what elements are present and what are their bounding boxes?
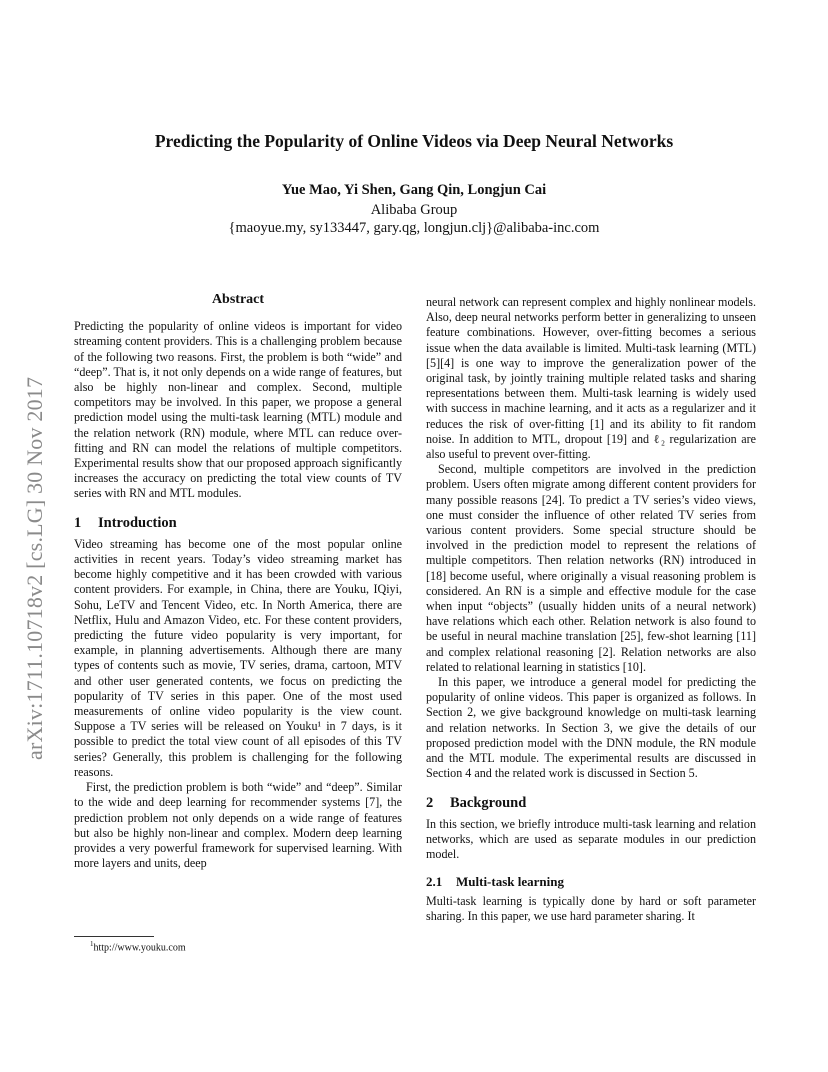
author-emails: {maoyue.my, sy133447, gary.qg, longjun.clj}@alibaba-inc.com [228, 220, 600, 236]
abstract-text: Predicting the popularity of online videos is important for video streaming content providers. This is a challenging problem because of the following two reasons. First, the problem is both “wide” and “deep”. That is, it not only depends on a wide range of features, but also be highly non-linear and complex. Second, multiple competitors may be involved. In this paper, we propose a general prediction model using the multi-task learning (MTL) module and the relation network (RN) module, where MTL can reduce over-fitting and RN can model the relations of multiple competitors. Experimental results show that our proposed approach significantly increases the accuracy on predicting the total view counts of TV series with RN and MTL modules. [74, 319, 402, 501]
intro-paragraph-3: Second, multiple competitors are involved in the prediction problem. Users often migrate among different content providers for many possible reasons [24]. To predict a TV series’s video views, one must consider the influence of other related TV series from various content providers. Some special structure should be involved in the prediction model to represent the relations of multiple competitors. Then relation networks (RN) introduced in [18] become useful, where originally a visual reasoning problem is considered. An RN is a simple and effective module for the case when input “objects” (usually hidden units of a neural network) have relations which each other. Relation network is also found to be useful in neural machine translation [25], few-shot learning [11] and complex relational reasoning [2]. Relation networks are also related to relational learning in statistics [10]. [426, 462, 756, 674]
intro-paragraph-2-continued: neural network can represent complex and highly nonlinear models. Also, deep neural networks perform better in generalizing to unseen feature combinations. However, over-fitting becomes a serious issue when the data available is limited. Multi-task learning (MTL) [5][4] is one way to improve the generalization power of the original task, by jointly training multiple related tasks and sharing representations between them. Multi-task learning is widely used with success in machine learning, and it acts as a regularizer and it reduces the risk of over-fitting [1] and its ability to fit random noise. In addition to MTL, dropout [19] and ℓ₂ regularization are also useful to prevent over-fitting. [426, 295, 756, 462]
section-number: 1 [74, 514, 82, 531]
intro-paragraph-4: In this paper, we introduce a general model for predicting the popularity of online videos. This paper is organized as follows. In Section 2, we give background knowledge on multi-task learning and relation networks. In Section 3, we give the details of our proposed prediction model with the DNN module, the RN module and the MTL module. The experimental results are discussed in Section 4 and the related work is discussed in Section 5. [426, 675, 756, 781]
subsection-title: Multi-task learning [456, 874, 564, 890]
affiliation: Alibaba Group [370, 202, 458, 218]
left-column [74, 292, 402, 871]
intro-paragraph-1: Video streaming has become one of the most popular online activities in recent years. Today’s video streaming market has become highly competitive and it has been crowded with various content providers. For example, in China, there are Youku, IQiyi, Sohu, LeTV and Tencent Video, etc. In North America, there are Netflix, Hulu and Amazon Video, etc. For these content providers, predicting the future video popularity is very important, for example, in planning advertisements. Although there are many types of contents such as movie, TV series, drama, cartoon, MTV and other user generated contents, we focus on predicting the popularity of TV series in this paper. One of the most used measurements of online video popularity is the view count. Suppose a TV series will be released on Youku¹ in 7 days, is it possible to predict the total view count of all episodes of this TV series? Generally, this problem is challenging for the following reasons. [74, 536, 402, 779]
right-column [426, 295, 756, 924]
background-paragraph-1: In this section, we briefly introduce multi-task learning and relation networks, which are used as separate modules in our prediction model. [426, 816, 756, 862]
section-number: 2 [426, 794, 434, 811]
section-heading-introduction [74, 516, 402, 531]
intro-paragraph-2: First, the prediction problem is both “wide” and “deep”. Similar to the wide and deep learning for recommender systems [7], the prediction problem not only depends on a wide range of features but also be highly non-linear and complex. Modern deep learning provides a very powerful framework for supervised learning. With more layers and units, deep [74, 780, 402, 871]
mtl-paragraph-1: Multi-task learning is typically done by hard or soft parameter sharing. In this paper, we use hard parameter sharing. It [426, 893, 756, 923]
section-heading-background [426, 796, 756, 811]
section-title: Introduction [98, 514, 177, 531]
section-title: Background [450, 794, 527, 811]
paper-title: Predicting the Popularity of Online Videos via Deep Neural Networks [154, 131, 674, 151]
subsection-number: 2.1 [426, 874, 443, 890]
footnote-text: http://www.youku.com [93, 942, 186, 954]
subsection-heading-mtl [426, 874, 756, 889]
author-list: Yue Mao, Yi Shen, Gang Qin, Longjun Cai [281, 182, 547, 198]
abstract-heading: Abstract [211, 292, 265, 307]
footnote-rule [74, 936, 154, 937]
arxiv-identifier-text: arXiv:1711.10718v2 [cs.LG] 30 Nov 2017 [22, 376, 47, 760]
arxiv-identifier [22, 280, 50, 760]
footnote [90, 940, 186, 953]
footnote-mark: 1 [90, 940, 94, 948]
